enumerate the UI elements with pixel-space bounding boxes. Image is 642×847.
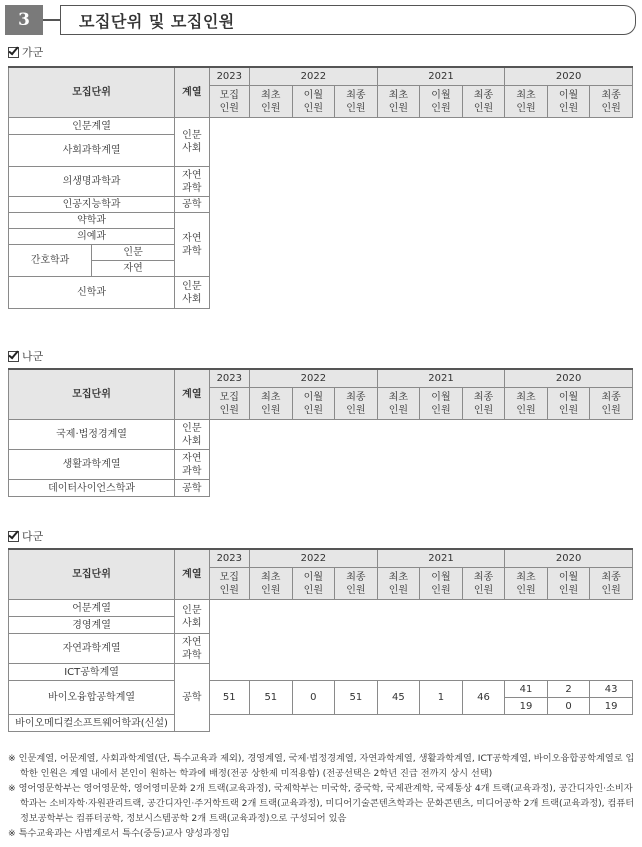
- table-row: [9, 634, 633, 664]
- header-sub: 모집 인원: [209, 568, 250, 600]
- header-sub: 최초 인원: [250, 86, 293, 118]
- header-year: 2022: [250, 67, 378, 86]
- header-year: 2023: [209, 549, 250, 568]
- value-cell: 41: [505, 681, 548, 698]
- header-sub: 이월 인원: [420, 568, 463, 600]
- header-year: 2022: [250, 369, 378, 388]
- unit-cell: 국제·법정경계열: [9, 420, 175, 450]
- header-sub: 최종 인원: [462, 568, 505, 600]
- header-year: 2021: [377, 549, 505, 568]
- unit-cell: 의예과: [9, 229, 175, 245]
- table-row: [9, 118, 633, 135]
- unit-cell: 약학과: [9, 213, 175, 229]
- field-cell: 인문 사회: [175, 118, 209, 167]
- table-row: [9, 420, 633, 450]
- enrollment-table-da: [8, 548, 633, 732]
- table-row: [9, 681, 633, 698]
- header-unit: 모집단위: [9, 67, 175, 118]
- table-row: [9, 277, 633, 309]
- enrollment-table-ga: [8, 66, 633, 309]
- header-unit: 모집단위: [9, 369, 175, 420]
- table-row: [9, 167, 633, 197]
- table-row: [9, 450, 633, 480]
- header-sub: 모집 인원: [209, 388, 250, 420]
- field-cell: 인문 사회: [175, 420, 209, 450]
- table-row: [9, 229, 633, 245]
- table-row: [9, 213, 633, 229]
- section-number: 3: [5, 5, 43, 35]
- group-label-ga: [8, 44, 43, 60]
- header-year: 2021: [377, 67, 505, 86]
- footnote: ※ 인문계열, 어문계열, 사회과학계열(단, 특수교육과 제외), 경영계열, 국제·법정경계열, 자연과학계열, 생활과학계열, ICT공학계열, 바이오융합공학계열로 입학한 인원은 계열 내에서 본인이 원하는 학과에 배정(전공 상한제 미적용함) (전공선택은 2학년 진급 전까지 상시 선택): [8, 753, 635, 779]
- table-row: [9, 245, 633, 261]
- unit-cell: 바이오메디컬소프트웨어학과(신설): [9, 715, 175, 732]
- header-sub: 이월 인원: [292, 86, 335, 118]
- value-cell: 1: [420, 681, 463, 715]
- value-cell: 2: [547, 681, 590, 698]
- unit-cell: 바이오융합공학계열: [9, 681, 175, 715]
- header-sub: 이월 인원: [547, 86, 590, 118]
- section-connector: [43, 19, 61, 21]
- unit-cell: 생활과학계열: [9, 450, 175, 480]
- checkbox-icon: [8, 351, 19, 362]
- table-row: [9, 197, 633, 213]
- unit-cell: 자연과학계열: [9, 634, 175, 664]
- header-year: 2020: [505, 369, 633, 388]
- field-cell: 공학: [175, 480, 209, 497]
- header-sub: 최초 인원: [250, 388, 293, 420]
- field-cell: 공학: [175, 197, 209, 213]
- header-field: 계열: [175, 369, 209, 420]
- field-cell: 공학: [175, 664, 209, 732]
- table-row: [9, 600, 633, 617]
- field-cell: 자연 과학: [175, 167, 209, 197]
- unit-cell: 데이터사이언스학과: [9, 480, 175, 497]
- table-row: [9, 715, 633, 732]
- header-sub: 최초 인원: [505, 568, 548, 600]
- group-label-da: [8, 528, 43, 544]
- header-field: 계열: [175, 67, 209, 118]
- table-row: [9, 617, 633, 634]
- section-title: 모집단위 및 모집인원: [79, 11, 235, 31]
- header-year: 2020: [505, 549, 633, 568]
- footnote: ※ 특수교육과는 사범계로서 특수(중등)교사 양성과정임: [8, 828, 230, 839]
- table-row: [9, 480, 633, 497]
- header-sub: 이월 인원: [547, 568, 590, 600]
- field-cell: 인문 사회: [175, 600, 209, 634]
- checkbox-icon: [8, 47, 19, 58]
- unit-cell: 어문계열: [9, 600, 175, 617]
- field-cell: 자연 과학: [175, 450, 209, 480]
- header-sub: 최초 인원: [250, 568, 293, 600]
- header-sub: 이월 인원: [292, 388, 335, 420]
- footnotes: [8, 751, 636, 841]
- table-row: [9, 135, 633, 151]
- unit-cell: 사회과학계열: [9, 135, 175, 167]
- value-cell: 51: [335, 681, 378, 715]
- group-label-text: 가군: [22, 46, 44, 59]
- header-unit: 모집단위: [9, 549, 175, 600]
- unit-cell: 간호학과: [9, 245, 92, 277]
- header-sub: 최종 인원: [335, 388, 378, 420]
- table-row: [9, 664, 633, 681]
- header-field: 계열: [175, 549, 209, 600]
- header-year: 2021: [377, 369, 505, 388]
- header-sub: 최종 인원: [590, 388, 633, 420]
- enrollment-table-na: [8, 368, 633, 497]
- unit-cell: 의생명과학과: [9, 167, 175, 197]
- value-cell: 45: [377, 681, 420, 715]
- header-year: 2023: [209, 369, 250, 388]
- header-sub: 최종 인원: [335, 568, 378, 600]
- header-sub: 최종 인원: [462, 388, 505, 420]
- sub-unit-cell: 자연: [92, 261, 175, 277]
- value-cell: 0: [547, 698, 590, 715]
- value-cell: 0: [292, 681, 335, 715]
- section-title-box: [60, 5, 636, 35]
- unit-cell: 신학과: [9, 277, 175, 309]
- group-label-na: [8, 348, 43, 364]
- checkbox-icon: [8, 531, 19, 542]
- value-cell: 43: [590, 681, 633, 698]
- header-year: 2020: [505, 67, 633, 86]
- table-row: [9, 261, 633, 277]
- unit-cell: 인문계열: [9, 118, 175, 135]
- header-sub: 이월 인원: [420, 86, 463, 118]
- header-sub: 모집 인원: [209, 86, 250, 118]
- value-cell: 19: [505, 698, 548, 715]
- header-sub: 최초 인원: [505, 86, 548, 118]
- header-sub: 최초 인원: [377, 86, 420, 118]
- group-label-text: 다군: [22, 530, 44, 543]
- value-cell: 51: [250, 681, 293, 715]
- header-sub: 이월 인원: [547, 388, 590, 420]
- header-sub: 이월 인원: [292, 568, 335, 600]
- unit-cell: 경영계열: [9, 617, 175, 634]
- footnote: ※ 영어영문학부는 영어영문학, 영어영미문화 2개 트랙(교육과정), 국제학부는 미국학, 중국학, 국제관계학, 국제통상 4개 트랙(교육과정), 공간디자인·소비자학과는 소비자학·자원관리트랙, 공간디자인·주거학트랙 2개 트랙(교육과정), 미디어기술콘텐츠학과는 문화콘텐츠, 미디어공학 2개 트랙(교육과정), 컴퓨터정보공학부는 컴퓨터공학, 정보시스템공학 2개 트랙(교육과정)으로 구성되어 있음: [8, 783, 635, 824]
- field-cell: 인문 사회: [175, 277, 209, 309]
- value-cell: 51: [209, 681, 250, 715]
- header-sub: 이월 인원: [420, 388, 463, 420]
- value-cell: 46: [462, 681, 505, 715]
- value-cell: 19: [590, 698, 633, 715]
- field-cell: 자연 과학: [175, 213, 209, 277]
- header-sub: 최종 인원: [590, 86, 633, 118]
- unit-cell: ICT공학계열: [9, 664, 175, 681]
- header-year: 2022: [250, 549, 378, 568]
- header-sub: 최초 인원: [505, 388, 548, 420]
- header-sub: 최초 인원: [377, 388, 420, 420]
- header-sub: 최초 인원: [377, 568, 420, 600]
- header-sub: 최종 인원: [335, 86, 378, 118]
- section-header: [5, 5, 635, 37]
- header-sub: 최종 인원: [590, 568, 633, 600]
- header-sub: 최종 인원: [462, 86, 505, 118]
- group-label-text: 나군: [22, 350, 44, 363]
- unit-cell: 인공지능학과: [9, 197, 175, 213]
- header-year: 2023: [209, 67, 250, 86]
- sub-unit-cell: 인문: [92, 245, 175, 261]
- field-cell: 자연 과학: [175, 634, 209, 664]
